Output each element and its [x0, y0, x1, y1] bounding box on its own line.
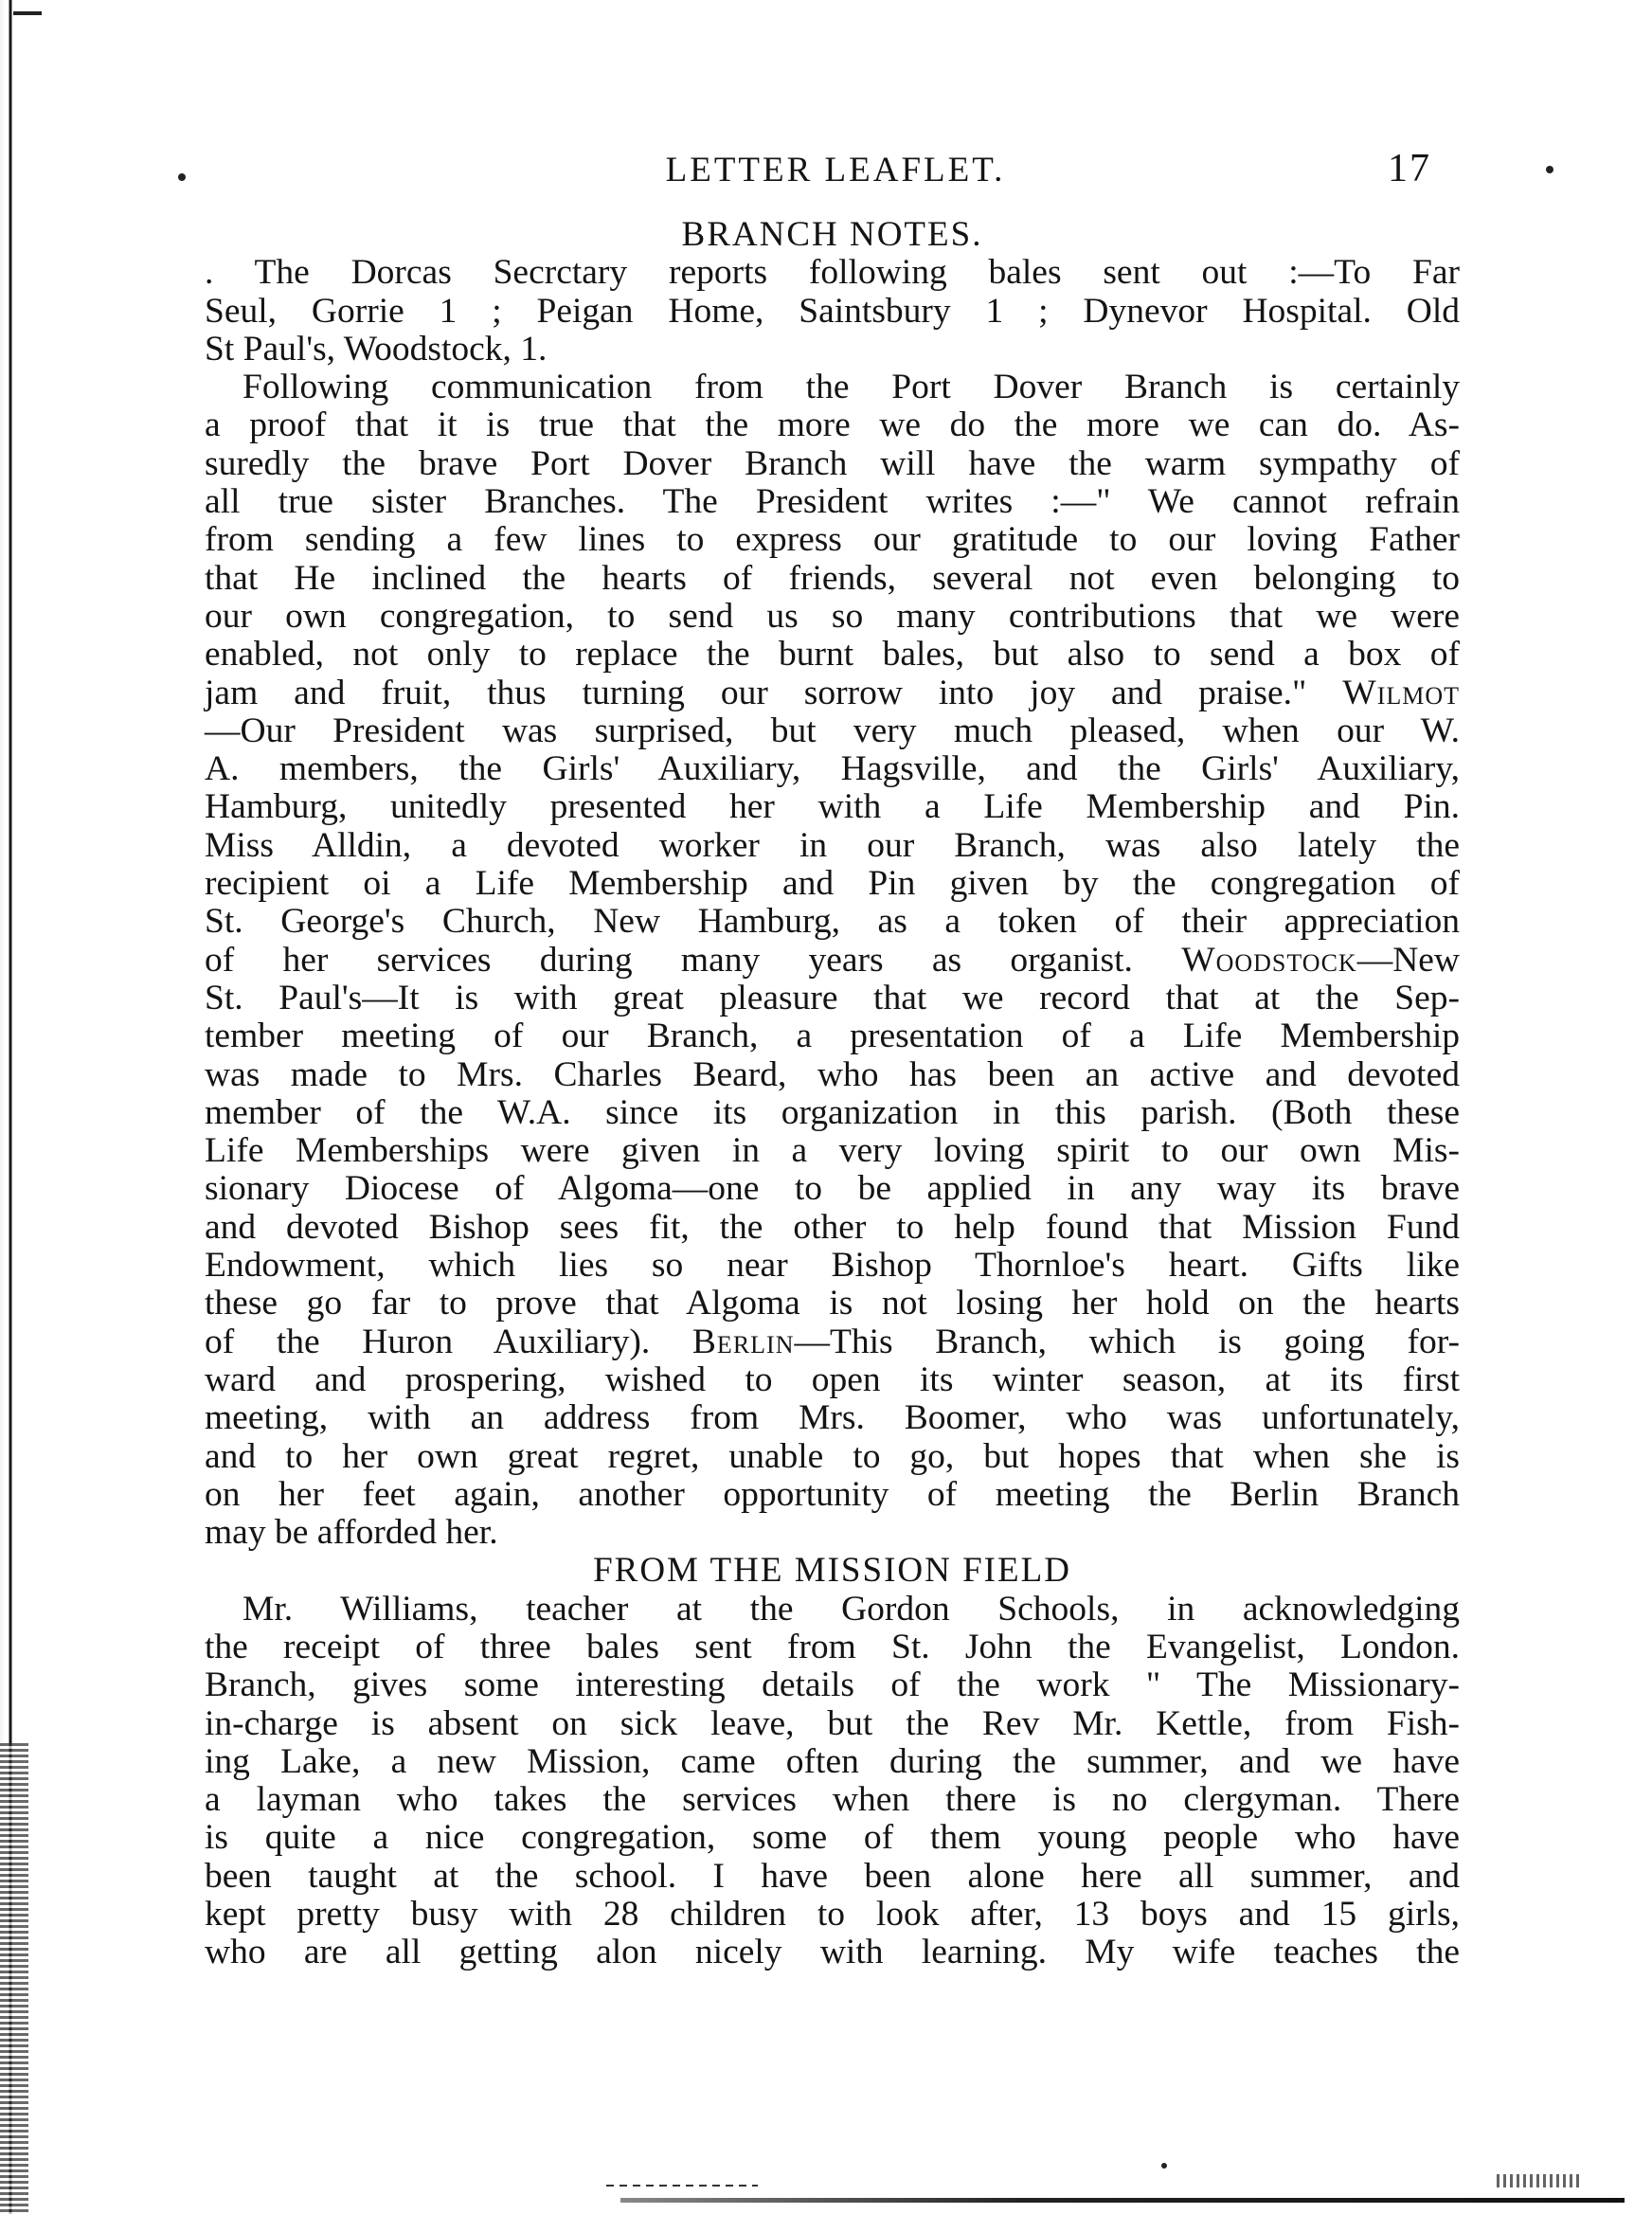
text-fragment: —New — [1356, 940, 1461, 980]
bottom-edge-rule — [620, 2198, 1625, 2203]
text-line: Miss Alldin, a devoted worker in our Branch, was also lately the — [205, 825, 1460, 865]
text-line: recipient oi a Life Membership and Pin given by the congregation of — [205, 864, 1460, 904]
text-line: Seul, Gorrie 1 ; Peigan Home, Saintsbury 1 ; Dynevor Hospital. Old — [205, 291, 1460, 331]
text-line: these go far to prove that Algoma is not losing her hold on the hearts — [205, 1284, 1460, 1323]
text-line: Hamburg, unitedly presented her with a Life Membership and Pin. — [205, 787, 1460, 827]
scan-speck — [1161, 2163, 1167, 2169]
text-line: from sending a few lines to express our gratitude to our loving Father — [205, 520, 1460, 560]
text-line: St. George's Church, New Hamburg, as a token of their appreciation — [205, 902, 1460, 942]
section-heading-mission-field: FROM THE MISSION FIELD — [593, 1551, 1071, 1591]
text-fragment: jam and fruit, thus turning our sorrow into joy and praise." — [205, 673, 1307, 712]
text-line: enabled, not only to replace the burnt bales, but also to send a box of — [205, 635, 1460, 675]
text-line: tember meeting of our Branch, a presentation of a Life Membership — [205, 1017, 1460, 1056]
text-line: suredly the brave Port Dover Branch will have the warm sympathy of — [205, 443, 1460, 483]
text-line: St Paul's, Woodstock, 1. — [205, 329, 548, 369]
text-line: kept pretty busy with 28 children to look after, 13 boys and 15 girls, — [205, 1895, 1460, 1935]
text-line-with-berlin — [205, 1323, 1460, 1361]
text-line: may be afforded her. — [205, 1513, 498, 1553]
text-line: sionary Diocese of Algoma—one to be applied in any way its brave — [205, 1169, 1460, 1209]
text-line: that He inclined the hearts of friends, several not even belonging to — [205, 558, 1460, 598]
text-line: ing Lake, a new Mission, came often during the summer, and we have — [205, 1741, 1460, 1781]
text-line: on her feet again, another opportunity of meeting the Berlin Branch — [205, 1474, 1460, 1514]
text-line: Mr. Williams, teacher at the Gordon Schools, in acknowledging — [242, 1589, 1460, 1629]
text-line: who are all getting alon nicely with learning. My wife teaches the — [205, 1933, 1460, 1972]
text-line: St. Paul's—It is with great pleasure that we record that at the Sep- — [205, 978, 1460, 1017]
scan-artifact — [1497, 2174, 1582, 2187]
branch-name-wilmot: Wilmot — [1342, 673, 1461, 712]
text-line: —Our President was surprised, but very much pleased, when our W. — [205, 711, 1460, 750]
running-title: LETTER LEAFLET. — [665, 151, 1006, 189]
text-line: ward and prospering, wished to open its winter season, at its first — [205, 1359, 1460, 1399]
binding-shadow — [0, 1743, 28, 2214]
text-line: the receipt of three bales sent from St. John the Evangelist, London. — [205, 1627, 1460, 1666]
page-header — [0, 142, 1652, 199]
scan-corner-mark — [13, 11, 42, 15]
text-line: meeting, with an address from Mrs. Boomer, who was unfortunately, — [205, 1398, 1460, 1438]
text-line: our own congregation, to send us so many contributions that we were — [205, 596, 1460, 636]
text-line: was made to Mrs. Charles Beard, who has been an active and devoted — [205, 1054, 1460, 1094]
text-line: and devoted Bishop sees fit, the other to help found that Mission Fund — [205, 1207, 1460, 1247]
text-line-with-woodstock — [205, 942, 1460, 980]
text-line: all true sister Branches. The President writes :—" We cannot refrain — [205, 482, 1460, 522]
text-line: Life Memberships were given in a very loving spirit to our own Mis- — [205, 1131, 1460, 1171]
text-line: a proof that it is true that the more we do the more we can do. As- — [205, 405, 1460, 445]
section-heading-branch-notes: BRANCH NOTES. — [681, 215, 983, 254]
text-line-with-wilmot — [205, 675, 1460, 712]
branch-name-berlin: Berlin — [691, 1322, 795, 1361]
text-line: a layman who takes the services when there is no clergyman. There — [205, 1780, 1460, 1820]
text-line: been taught at the school. I have been alone here all summer, and — [205, 1856, 1460, 1896]
scan-artifact — [606, 2185, 758, 2187]
text-line: Endowment, which lies so near Bishop Thornloe's heart. Gifts like — [205, 1246, 1460, 1286]
text-line: member of the W.A. since its organization in this parish. (Both these — [205, 1092, 1460, 1132]
text-line: is quite a nice congregation, some of them young people who have — [205, 1818, 1460, 1858]
article-body — [205, 216, 1460, 1972]
text-fragment: —This Branch, which is going for- — [794, 1322, 1461, 1361]
text-line: and to her own great regret, unable to go, but hopes that when she is — [205, 1436, 1460, 1476]
text-line: Branch, gives some interesting details of the work " The Missionary- — [205, 1665, 1460, 1705]
text-fragment: of her services during many years as organist. — [205, 940, 1133, 980]
branch-name-woodstock: Woodstock — [1181, 940, 1357, 980]
text-line: Following communication from the Port Dover Branch is certainly — [242, 368, 1460, 407]
text-fragment: of the Huron Auxiliary). — [205, 1322, 651, 1361]
text-line: A. members, the Girls' Auxiliary, Hagsville, and the Girls' Auxiliary, — [205, 749, 1460, 789]
text-line: in-charge is absent on sick leave, but the Rev Mr. Kettle, from Fish- — [205, 1703, 1460, 1743]
page-number: 17 — [1388, 147, 1431, 190]
text-line: . The Dorcas Secrctary reports following bales sent out :—To Far — [205, 253, 1460, 293]
